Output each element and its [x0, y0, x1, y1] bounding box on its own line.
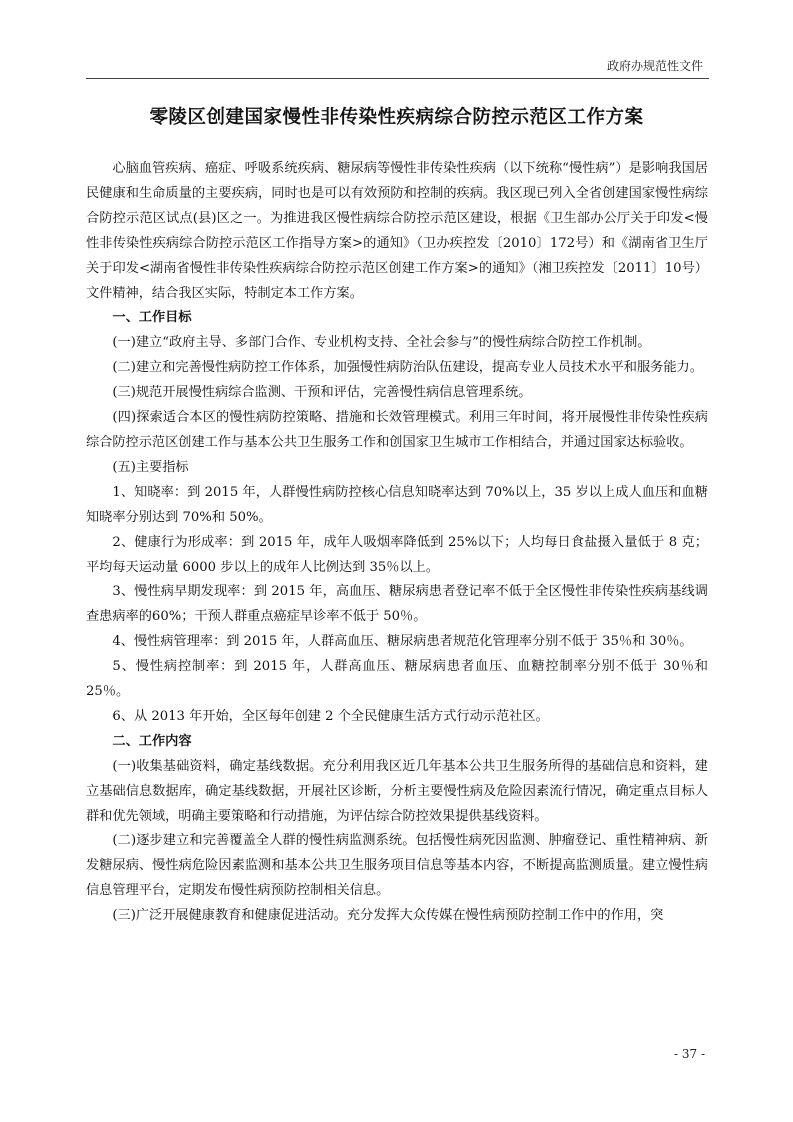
body-paragraph: (二)建立和完善慢性病防控工作体系，加强慢性病防治队伍建设，提高专业人员技术水平和服务能力。	[112, 360, 703, 376]
section-heading: 二、工作内容	[112, 733, 192, 749]
body-paragraph: 5、慢性病控制率：到 2015 年，人群高血压、糖尿病患者血压、血糖控制率分别不低于 30％和 25％。	[86, 659, 708, 700]
body-paragraph: (三)规范开展慢性病综合监测、干预和评估，完善慢性病信息管理系统。	[112, 385, 532, 401]
body-paragraph: 6、从 2013 年开始，全区每年创建 2 个全民健康生活方式行动示范社区。	[112, 708, 549, 724]
body-paragraph: 4、慢性病管理率：到 2015 年，人群高血压、糖尿病患者规范化管理率分别不低于 35％和 30％。	[112, 634, 693, 650]
page-header-label: 政府办规范性文件	[606, 59, 703, 73]
body-paragraph: (一)收集基础资料，确定基线数据。充分利用我区近几年基本公共卫生服务所得的基础信息和资料，建立基础信息数据库，确定基线数据，开展社区诊断，分析主要慢性病及危险因素流行情况，确定重点目标人群和优先领域，明确主要策略和行动措施，为评估综合防控效果提供基线资料。	[86, 758, 708, 824]
body-paragraph: 2、健康行为形成率：到 2015 年，成年人吸烟率降低到 25%以下；人均每日食盐摄入量低于 8 克；平均每天运动量 6000 步以上的成年人比例达到 35％以上。	[86, 534, 708, 575]
body-paragraph: (二)逐步建立和完善覆盖全人群的慢性病监测系统。包括慢性病死因监测、肿瘤登记、重性精神病、新发糖尿病、慢性病危险因素监测和基本公共卫生服务项目信息等基本内容，不断提高监测质量。建立慢性病信息管理平台，定期发布慢性病预防控制相关信息。	[86, 833, 708, 899]
document-title: 零陵区创建国家慢性非传染性疾病综合防控示范区工作方案	[149, 107, 644, 128]
section-heading: 一、工作目标	[112, 310, 192, 326]
body-paragraph: (五)主要指标	[112, 459, 189, 475]
body-paragraph: (三)广泛开展健康教育和健康促进活动。充分发挥大众传媒在慢性病预防控制工作中的作用，突	[112, 908, 664, 924]
body-paragraph: 1、知晓率：到 2015 年，人群慢性病防控核心信息知晓率达到 70%以上，35 岁以上成人血压和血糖知晓率分别达到 70%和 50%。	[86, 484, 708, 525]
body-paragraph: (四)探索适合本区的慢性病防控策略、措施和长效管理模式。利用三年时间，将开展慢性非传染性疾病综合防控示范区创建工作与基本公共卫生服务工作和创国家卫生城市工作相结合，并通过国家达标验收。	[86, 410, 708, 450]
body-paragraph: 3、慢性病早期发现率：到 2015 年，高血压、糖尿病患者登记率不低于全区慢性非传染性疾病基线调查患病率的60%；干预人群重点癌症早诊率不低于 50％。	[86, 584, 708, 625]
header-rule	[86, 78, 709, 79]
document-body	[86, 157, 708, 929]
body-paragraph: 心脑血管疾病、癌症、呼吸系统疾病、糖尿病等慢性非传染性疾病（以下统称“慢性病”）是影响我国居民健康和生命质量的主要疾病，同时也是可以有效预防和控制的疾病。我区现已列入全省创建国家慢性病综合防控示范区试点(县)区之一。为推进我区慢性病综合防控示范区建设，根据《卫生部办公厅关于印发<慢性非传染性疾病综合防控示范区工作指导方案>的通知》（卫办疾控发〔2010〕172号）和《湖南省卫生厅关于印发<湖南省慢性非传染性疾病综合防控示范区创建工作方案>的通知》（湘卫疾控发〔2011〕10号）文件精神，结合我区实际，特制定本工作方案。	[86, 161, 708, 301]
body-paragraph: (一)建立“政府主导、多部门合作、专业机构支持、全社会参与”的慢性病综合防控工作机制。	[112, 335, 651, 351]
page-number: - 37 -	[673, 1047, 705, 1061]
